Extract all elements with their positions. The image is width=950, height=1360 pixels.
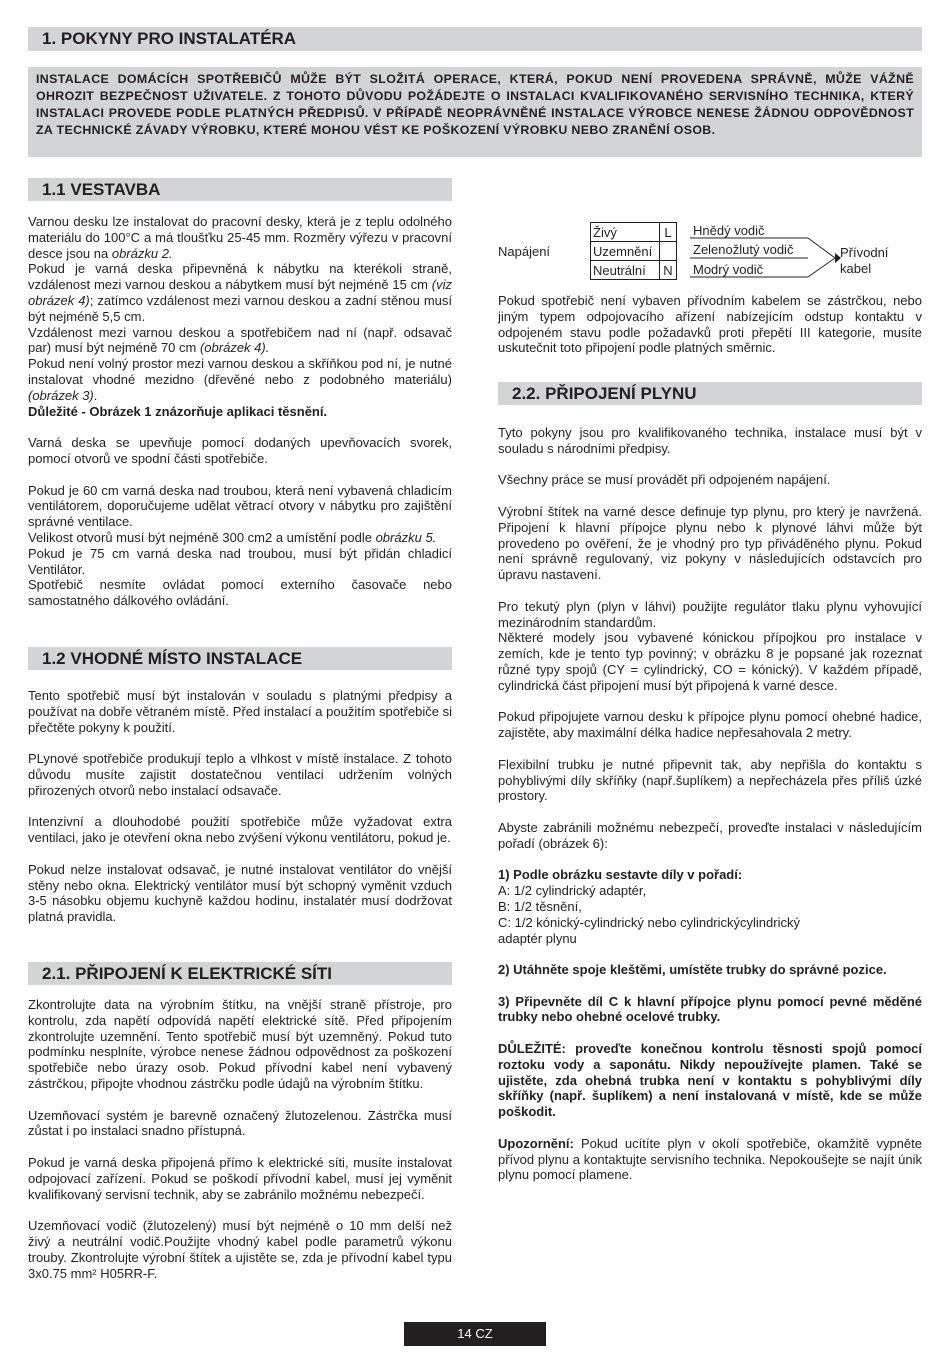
paragraph: Pokud je 60 cm varná deska nad troubou, která není vybavená chladicím ventilátorem, doporučujeme udělat větrací otvory v nábytku pro zajištění správné ventilace. — [28, 482, 452, 530]
text: Pokud není volný prostor mezi varnou deskou a skříňkou pod ní, je nutné instalovat vhodné mezidno (dřevěné nebo z podobného materiálu) — [28, 356, 452, 387]
installer-warning: INSTALACE DOMÁCÍCH SPOTŘEBIČŮ MŮŽE BÝT SLOŽITÁ OPERACE, KTERÁ, POKUD NENÍ PROVEDENA SPRÁVNĚ, MŮŽE VÁŽNĚ OHROZIT BEZPEČNOST UŽIVATELE. Z TOHOTO DŮVODU POŽÁDEJTE O INSTALACI KVALIFIKOVANÉHO SERVISNÍHO TECHNIKA, KTERÝ INSTALACI PROVEDE PODLE PLATNÝCH PŘEDPISŮ. V PŘÍPADĚ NEOPRÁVNĚNÉ INSTALACE VÝROBCE NENESE ŽÁDNOU ODPOVĚDNOST ZA TECHNICKÉ ZÁVADY VÝROBKU, KTERÉ MOHOU VÉST KE POŠKOZENÍ VÝROBKU NEBO ZRANĚNÍ OSOB. — [28, 67, 922, 157]
paragraph: Všechny práce se musí provádět při odpojeném napájení. — [498, 472, 831, 488]
figure-reference: (obrázek 4). — [199, 340, 270, 356]
terminal-code: N — [660, 261, 677, 280]
paragraph: Abyste zabránili možnému nebezpečí, proveďte instalaci v následujícím pořadí (obrázek 6): — [498, 819, 922, 851]
terminal-code: L — [660, 223, 677, 242]
paragraph: PLynové spotřebiče produkují teplo a vlhkost v místě instalace. Z tohoto důvodu musíte zajistit dostatečnou ventilaci udržením volných přirozených otvorů nebo instalací odsavače. — [28, 751, 452, 798]
paragraph: Flexibilní trubku je nutné připevnit tak, aby nepřišla do kontaktu s pohyblivými díly skříňky (např.šuplíkem) a nepřecházela přes příliš úzké prostory. — [498, 756, 922, 804]
section-heading-2-2: 2.2. PŘIPOJENÍ PLYNU — [498, 382, 922, 405]
section-1-2-body — [28, 688, 452, 925]
wire-label-blue: Modrý vodič — [693, 262, 764, 277]
figure-reference: (viz obrázek 4) — [28, 277, 452, 308]
section-1-1-body — [28, 214, 452, 609]
paragraph: Pokud spotřebič není vybaven přívodním kabelem se zástrčkou, nebo jiným typem odpojovacího ařízení nabízejícím odstup kontaktu v odpojeném stavu podle požadavků proti přepětí III kategorie, musíte uskutečnit toto připojení podle platných směrnic. — [498, 293, 922, 356]
paragraph — [28, 530, 452, 546]
cable-label-line2: kabel — [840, 261, 872, 276]
paragraph: Spotřebič nesmíte ovládat pomocí externího časovače nebo samostatného dálkového ovládání. — [28, 577, 452, 609]
paragraph — [28, 325, 452, 357]
wiring-diagram — [498, 222, 922, 282]
important-note: Důležité - Obrázek 1 znázorňuje aplikaci těsnění. — [28, 403, 328, 419]
paragraph — [28, 356, 452, 403]
text: ; zatímco vzdálenost mezi varnou deskou a zadní stěnou musí být nejméně 5,5 cm. — [28, 292, 452, 324]
section-2-2-body — [498, 425, 922, 1183]
paragraph: Uzemňovací systém je barevně označený žlutozelenou. Zástrčka musí zůstat i po instalaci snadno přístupná. — [28, 1107, 452, 1139]
paragraph — [28, 214, 452, 261]
page-title: 1. POKYNY PRO INSTALATÉRA — [28, 27, 922, 51]
text: Vzdálenost mezi varnou deskou a spotřebičem nad ní (např. odsavač par) musí být nejméně 70 cm — [28, 324, 452, 356]
paragraph: Zkontrolujte data na výrobním štítku, na vnější straně přístroje, pro kontrolu, zda napětí odpovídá napětí elektrické sítě. Před připojením zkontrolujte uzemnění. Tento spotřebič musí být uzemněný. Pokud tuto podmínku nesplníte, výrobce nenese žádnou odpovědnost za poškození spotřebiče nebo úrazy osob. Pokud přívodní kabel není vybavený zástrčkou, připojte vhodnou zástrčku podle údajů na výrobním štítku. — [28, 997, 452, 1091]
paragraph: Tento spotřebič musí být instalován v souladu s platnými předpisy a používat na dobře větraném místě. Před instalací a použitím spotřebiče si přečtěte pokyny k použití. — [28, 688, 452, 735]
paragraph: Pro tekutý plyn (plyn v láhvi) použijte regulátor tlaku plynu vyhovující mezinárodním standardům. — [498, 598, 922, 630]
paragraph — [28, 261, 452, 324]
section-heading-2-1: 2.1. PŘIPOJENÍ K ELEKTRICKÉ SÍTI — [28, 962, 452, 985]
note-label: Upozornění: — [498, 1135, 574, 1151]
text: Varnou desku lze instalovat do pracovní desky, která je z teplu odolného materiálu do 100°C a má tloušťku 25-45 mm. Rozměry výřezu v pracovní desce jsou na — [28, 214, 452, 261]
terminal-name: Uzemnění — [591, 242, 660, 261]
step-1: 1) Podle obrázku sestavte díly v pořadí: — [498, 867, 743, 883]
paragraph: Pokud je 75 cm varná deska nad troubou, musí být přidán chladicí Ventilátor. — [28, 545, 452, 577]
section-2-1-body — [28, 997, 452, 1281]
text: Pokud je varná deska připevněná k nábytku na kterékoli straně, vzdálenost mezi varnou deskou a nábytkem musí být nejméně 15 cm — [28, 261, 452, 293]
supply-label: Napájení — [498, 244, 551, 259]
section-heading-1-2: 1.2 VHODNÉ MÍSTO INSTALACE — [28, 647, 452, 670]
section-heading-1-1: 1.1 VESTAVBA — [28, 178, 452, 201]
list-item: C: 1/2 kónický-cylindrický nebo cylindrickýcylindrický — [498, 914, 800, 930]
page-number: 14 CZ — [404, 1322, 546, 1346]
step-2: 2) Utáhněte spoje kleštěmi, umístěte trubky do správné pozice. — [498, 962, 887, 978]
terminal-name: Neutrální — [591, 261, 660, 280]
note-text: Pokud ucítíte plyn v okolí spotřebiče, okamžitě vypněte přívod plynu a kontaktujte servisního technika. Nepokoušejte se najít únik plynu pomocí plamene. — [498, 1135, 922, 1183]
figure-reference: obrázku 2. — [111, 245, 173, 261]
warning-note — [498, 1136, 922, 1183]
figure-reference: obrázku 5. — [375, 529, 437, 545]
important-note: DŮLEŽITÉ: proveďte konečnou kontrolu těsnosti spojů pomocí roztoku vody a saponátu. Nikdy nepoužívejte plamen. Také se ujistěte, zda ohebná trubka není v kontaktu s pohyblivými díly skříňky (např. šuplíkem) a není instalovaná v místě, kde se může poškodit. — [498, 1041, 922, 1120]
figure-reference: (obrázek 3) — [28, 387, 94, 403]
paragraph: Pokud připojujete varnou desku k přípojce plynu pomocí ohebné hadice, zajistěte, aby maximální délka hadice nepřesahovala 2 metry. — [498, 709, 922, 741]
step-3: 3) Připevněte díl C k hlavní přípojce plynu pomocí pevné měděné trubky nebo ohebné ocelové trubky. — [498, 993, 922, 1025]
list-item: B: 1/2 těsnění, — [498, 898, 582, 914]
paragraph: Tyto pokyny jsou pro kvalifikovaného technika, instalace musí být v souladu s národními předpisy. — [498, 425, 922, 456]
list-item: A: 1/2 cylindrický adaptér, — [498, 883, 647, 899]
wire-label-yellow-green: Zelenožlutý vodič — [693, 242, 794, 257]
plug-note — [498, 293, 922, 356]
cable-label-line1: Přívodní — [840, 245, 889, 260]
paragraph: Pokud je varná deska připojená přímo k elektrické síti, musíte instalovat odpojovací zařízení. Pokud se poškodí přívodní kabel, musí jej vyměnit kvalifikovaný servisní technik, aby se zabránilo možnému nebezpečí. — [28, 1154, 452, 1202]
text: . — [93, 387, 98, 403]
paragraph: Intenzivní a dlouhodobé použití spotřebiče může vyžadovat extra ventilaci, jako je otevření okna nebo zvýšení výkonu ventilátoru, pokud je. — [28, 814, 452, 846]
text: Velikost otvorů musí být nejméně 300 cm2 a umístění podle — [28, 529, 376, 545]
paragraph: Výrobní štítek na varné desce definuje typ plynu, pro který je navržená. Připojení k hlavní přípojce plynu nebo k plynové láhvi může být provedeno po ověření, že je vhodný pro typ přiváděného plynu. Pokud není správně regulovaný, viz pokyny v následujících odstavcích pro úpravu nastavení. — [498, 503, 922, 583]
terminal-name: Živý — [591, 223, 660, 242]
paragraph: Některé modely jsou vybavené kónickou přípojkou pro instalace v zemích, kde je tento typ povinný; v obrázku 8 je popsané jak rozeznat různé typy spojů (CY = cylindrický, CO = kónický). V každém případě, cylindrická část připojení musí být připojená k varné desce. — [498, 630, 922, 693]
paragraph: Varná deska se upevňuje pomocí dodaných upevňovacích svorek, pomocí otvorů ve spodní části spotřebiče. — [28, 435, 452, 466]
wire-label-brown: Hnědý vodič — [693, 223, 765, 238]
paragraph: Uzemňovací vodič (žlutozelený) musí být nejméně o 10 mm delší než živý a neutrální vodič.Použijte vhodný kabel podle parametrů výkonu trouby. Zkontrolujte výrobní štítek a ujistěte se, zda je přívodní kabel typu 3x0.75 mm² H05RR-F. — [28, 1218, 452, 1281]
paragraph: Pokud nelze instalovat odsavač, je nutné instalovat ventilátor do vnější stěny nebo okna. Elektrický ventilátor musí být schopný vyměnit vzduch 3-5 násobku objemu kuchyně každou hodinu, instalatér musí dodržovat platná pravidla. — [28, 861, 452, 925]
list-item: adaptér plynu — [498, 930, 577, 946]
